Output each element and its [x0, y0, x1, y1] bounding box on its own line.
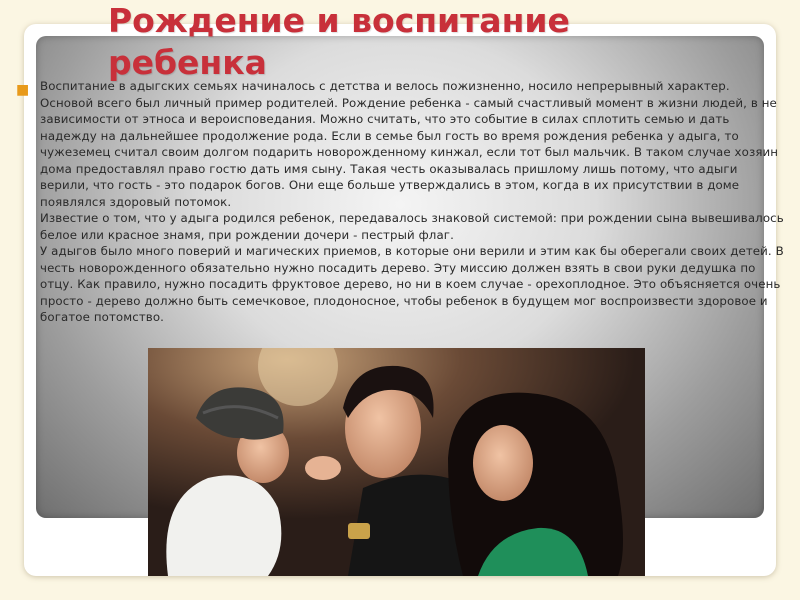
body-text [40, 78, 785, 326]
bullet-icon: ■ [16, 82, 30, 98]
paragraph-1: Воспитание в адыгских семьях начиналось с детства и велось пожизненно, носило непрерывный характер. Основой всего был личный пример родителей. Рождение ребенка - самый счастливый момент в жизни людей, в не зависимости от этноса и вероисповедания. Можно считать, что это событие в силах сплотить семью и дать надежду на дальнейшее продолжение рода. Если в семье был гость во время рождения ребенка у адыга, то чужеземец считал своим долгом подарить новорожденному кинжал, если тот был мальчик. В таком случае хозяин дома предоставлял право гостю дать имя сыну. Такая честь оказывалась пришлому лишь потому, что адыги верили, что гость - это подарок богов. Они еще больше утверждались в этом, когда в их присутствии в доме появлялся здоровый потомок. [40, 79, 779, 209]
paragraph-3: У адыгов было много поверий и магических приемов, в которые они верили и этим как бы оберегали своих детей. В честь новорожденного обязательно нужно посадить дерево. Эту миссию должен взять в свои руки дедушка по отцу. Как правило, нужно посадить фруктовое дерево, но ни в коем случае - орехоплодное. Это объясняется очень просто - дерево должно быть семечковое, плодоносное, чтобы ребенок в будущем мог воспроизвести здоровое и богатое потомство. [40, 244, 784, 324]
family-photo [148, 348, 645, 576]
man-hand [305, 456, 341, 480]
slide-title: Рождение и воспитание ребенка [108, 1, 570, 82]
watch [348, 523, 370, 539]
paragraph-2: Известие о том, что у адыга родился ребенок, передавалось знаковой системой: при рождении сына вывешивалось белое или красное знамя, при рождении дочери - пестрый флаг. [40, 211, 784, 242]
woman-face [473, 425, 533, 501]
